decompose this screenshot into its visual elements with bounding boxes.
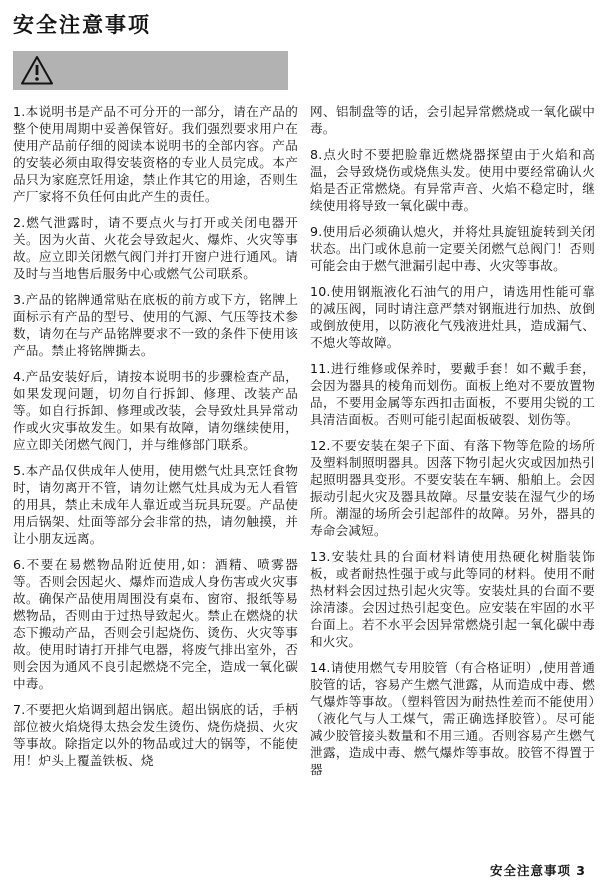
left-column: [13, 103, 298, 787]
paragraph-9: 9.使用后必须确认熄火，并将灶具旋钮旋转到关闭状态。出门或休息前一定要关闭燃气总阀门！否则可能会由于燃气泄漏引起中毒、火灾等事故。: [310, 224, 595, 273]
paragraph-6: 6.不要在易燃物品附近使用,如：酒精、喷雾器等。否则会因起火、爆炸而造成人身伤害或火灾事故。确保产品使用周围没有桌布、窗帘、报纸等易燃物品，否则由于过热导致起火。禁止在燃烧的状态下搬动产品，否则会引起烧伤、烫伤、火灾等事故。使用时请打开排气电器，将废气排出室外，否则会因为通风不良引起燃烧不完全，造成一氧化碳中毒。: [13, 557, 298, 691]
paragraph-13: 13.安装灶具的台面材料请使用热硬化树脂装饰板，或者耐热性强于或与此等同的材料。使用不耐热材料会因过热引起火灾等。安装灶具的台面不要涂清漆。会因过热引起变色。应安装在牢固的水平台面上。若不水平会因异常燃烧引起一氧化碳中毒和火灾。: [310, 549, 595, 649]
paragraph-5: 5.本产品仅供成年人使用，使用燃气灶具烹饪食物时，请勿离开不管，请勿让燃气灶具成为无人看管的用具，禁止未成年人靠近或当玩具玩耍。产品使用后锅架、灶面等部分会非常的热，请勿触摸，并让小朋友远离。: [13, 463, 298, 546]
warning-triangle-icon: [20, 55, 54, 86]
paragraph-12: 12.不要安装在架子下面、有落下物等危险的场所及塑料制照明器具。因落下物引起火灾或因加热引起照明器具变形。不要安装在车辆、船舶上。会因振动引起火灾及器具故障。尽量安装在湿气少的场所。潮湿的场所会引起部件的故障。另外，器具的寿命会减短。: [310, 438, 595, 538]
paragraph-10: 10.使用钢瓶液化石油气的用户，请选用性能可靠的减压阀，同时请注意严禁对钢瓶进行加热、放倒或倒放使用，以防液化气残液进灶具，造成漏气、不熄火等故障。: [310, 284, 595, 350]
paragraph-7-continued: 网、铝制盘等的话，会引起异常燃烧或一氧化碳中毒。: [310, 104, 595, 136]
paragraph-11: 11.进行维修或保养时，要戴手套！如不戴手套，会因为器具的棱角而划伤。面板上绝对不要放置物品，不要用金属等东西扣击面板，不要用尖锐的工具清洁面板。否则可能引起面板破裂、划伤等。: [310, 361, 595, 427]
footer-page-label: 安全注意事项 3: [489, 863, 586, 878]
paragraph-1: 1.本说明书是产品不可分开的一部分，请在产品的整个使用周期中妥善保管好。我们强烈要求用户在使用产品前仔细的阅读本说明书的全部内容。产品的安装必须由取得安装资格的专业人员完成。本产品只为家庭烹饪用途，禁止作其它的用途，否则生产厂家将不负任何由此产生的责任。: [13, 104, 298, 204]
right-column: [310, 103, 595, 787]
paragraph-2: 2.燃气泄露时，请不要点火与打开或关闭电器开关。因为火苗、火花会导致起火、爆炸、火灾等事故。应立即关闭燃气阀门并打开窗户进行通风。请及时与当地售后服务中心或燃气公司联系。: [13, 215, 298, 281]
paragraph-4: 4.产品安装好后，请按本说明书的步骤检查产品，如果发现问题，切勿自行拆卸、修理、改装产品等。如自行拆卸、修理或改装，会导致灶具异常动作或火灾事故发生。如果有故障，请勿继续使用，应立即关闭燃气阀门，并与维修部门联系。: [13, 369, 298, 452]
text-columns: [13, 103, 595, 787]
paragraph-8: 8.点火时不要把脸靠近燃烧器探望由于火焰和高温，会导致烧伤或烧焦头发。使用中要经常确认火焰是否正常燃烧。有异常声音、火焰不稳定时，继续使用将导致一氧化碳中毒。: [310, 147, 595, 213]
paragraph-3: 3.产品的铭牌通常贴在底板的前方或下方，铭牌上面标示有产品的型号、使用的气源、气压等技术参数，请勿在与产品铭牌要求不一致的条件下使用该产品。禁止将铭牌撕去。: [13, 292, 298, 358]
paragraph-7: 7.不要把火焰调到超出锅底。超出锅底的话，手柄部位被火焰烧得太热会发生烫伤、烧伤烧损、火灾等事故。除指定以外的物品或过大的锅等，不能使用！炉头上覆盖铁板、烧: [13, 702, 298, 768]
page-title: 安全注意事项: [13, 13, 151, 37]
warning-banner: [13, 51, 288, 90]
paragraph-14: 14.请使用燃气专用胶管（有合格证明）,使用普通胶管的话，容易产生燃气泄露，从而造成中毒、燃气爆炸等事故。（塑料管因为耐热性差而不能使用）（液化气与人工煤气，需正确选择胶管）。尽可能减少胶管接头数量和不用三通。否则容易产生燃气泄露，造成中毒、燃气爆炸等事故。胶管不得置于器: [310, 660, 595, 777]
